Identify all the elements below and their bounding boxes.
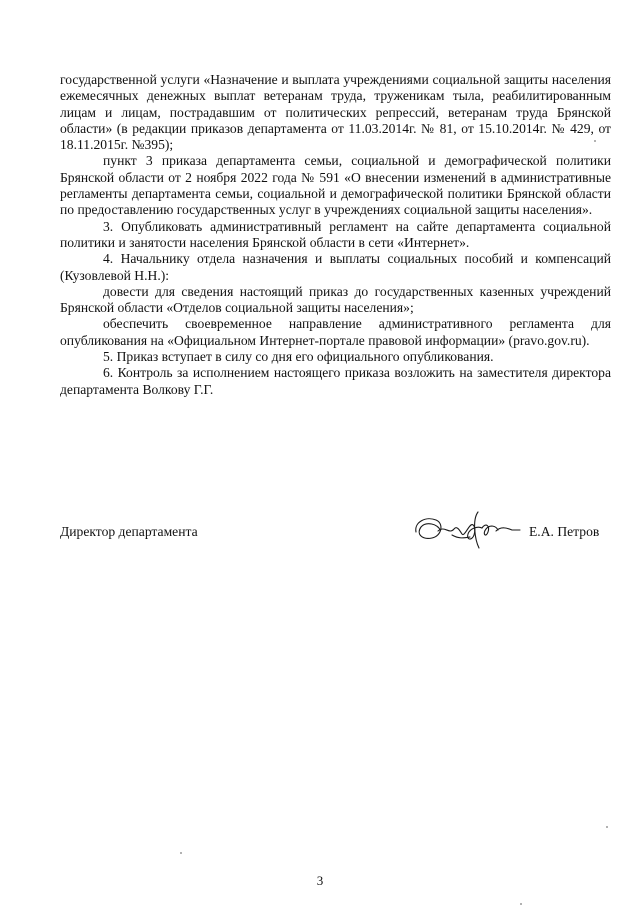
document-body — [60, 72, 611, 398]
paragraph-item-4-duty-2: обеспечить своевременное направление административного регламента для опубликования на «Официальном Интернет-портале правовой информации» (pravo.gov.ru). — [60, 316, 611, 348]
signatory-position: Директор департамента — [60, 524, 198, 539]
signatory-name: Е.А. Петров — [529, 524, 600, 539]
paragraph-item-6: 6. Контроль за исполнением настоящего приказа возложить на заместителя директора департамента Волкову Г.Г. — [60, 365, 611, 397]
handwritten-signature — [412, 510, 522, 550]
paragraph-item-3: 3. Опубликовать административный регламент на сайте департамента социальной политики и занятости населения Брянской области в сети «Интернет». — [60, 218, 611, 250]
page-number: 3 — [316, 873, 324, 888]
paragraph-item-point3: пункт 3 приказа департамента семьи, социальной и демографической политики Брянской области от 2 ноября 2022 года № 591 «О внесении изменений в административные регламенты департамента семьи, социальной и демографической политики Брянской области по предоставлению государственных услуг в учреждениях социальной защиты населения». — [60, 153, 611, 218]
scan-speck — [594, 140, 596, 142]
paragraph-item-4: 4. Начальнику отдела назначения и выплаты социальных пособий и компенсаций (Кузовлевой Н.Н.): — [60, 251, 611, 283]
paragraph-item-5: 5. Приказ вступает в силу со дня его официального опубликования. — [103, 349, 494, 365]
signature-block — [60, 510, 611, 560]
scan-speck — [606, 826, 608, 828]
paragraph-continuation: государственной услуги «Назначение и выплата учреждениями социальной защиты населения ежемесячных денежных выплат ветеранам труда, труженикам тыла, реабилитированным лицам и лицам, пострадавшим от политических репрессий, ветеранам труда Брянской области» (в редакции приказов департамента от 11.03.2014г. № 81, от 15.10.2014г. № 429, от 18.11.2015г. №395); — [60, 72, 611, 153]
paragraph-item-4-duty-1: довести для сведения настоящий приказ до государственных казенных учреждений Брянской области «Отделов социальной защиты населения»; — [60, 283, 611, 316]
scan-speck — [520, 903, 522, 905]
scan-speck — [180, 852, 182, 854]
